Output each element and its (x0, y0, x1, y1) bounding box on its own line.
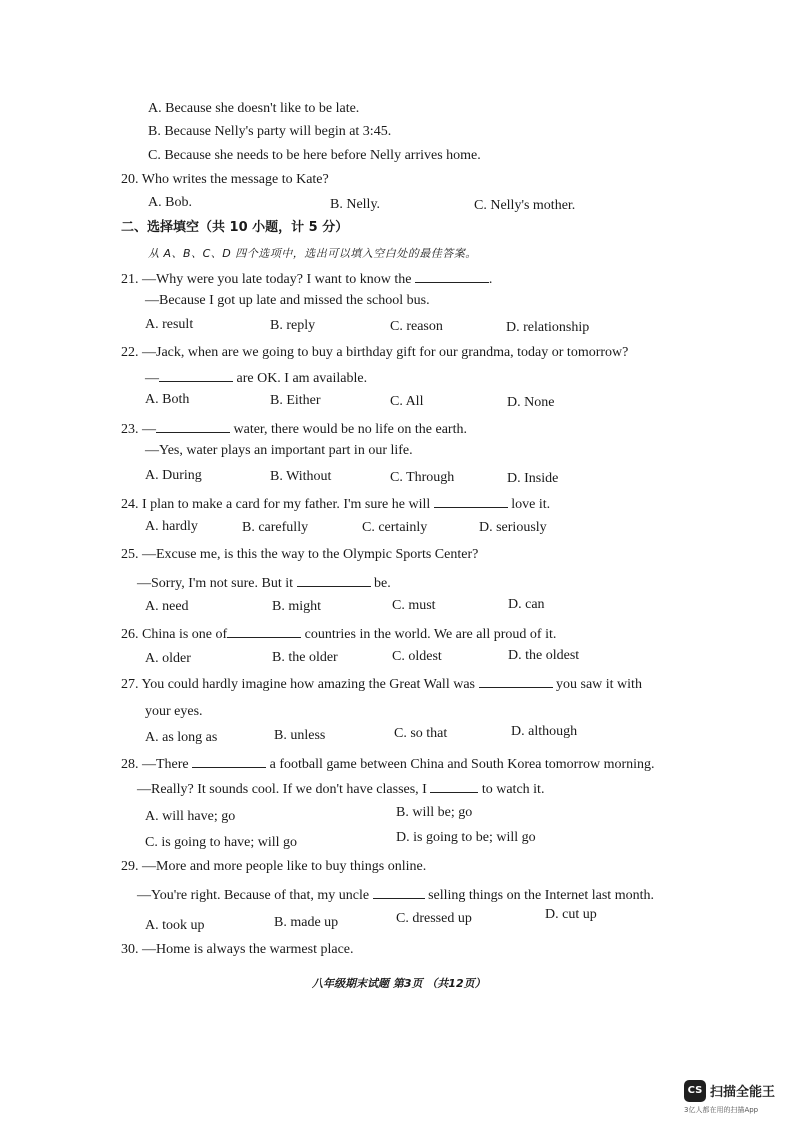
q29-text: —You're right. Because of that, my uncle (137, 888, 370, 903)
q25-blank[interactable] (297, 572, 371, 587)
q22-line-1: 22. —Jack, when are we going to buy a birthday gift for our grandma, today or tomorrow? (121, 345, 629, 360)
q29-line-2 (137, 884, 654, 905)
q29-option-c: C. dressed up (396, 911, 472, 926)
camscanner-logo-icon: CS (684, 1080, 706, 1102)
q21-line-2: —Because I got up late and missed the school bus. (145, 293, 430, 308)
q28-text-end: a football game between China and South Korea tomorrow morning. (269, 757, 655, 772)
q27-line-2: your eyes. (145, 704, 203, 719)
camscanner-name: 扫描全能王 (710, 1085, 776, 1100)
q28-line-1 (121, 753, 655, 774)
q21-option-c: C. reason (390, 319, 443, 334)
q27-option-d: D. although (511, 724, 578, 739)
q27-option-a: A. as long as (145, 730, 218, 745)
q28-option-d: D. is going to be; will go (396, 830, 536, 845)
q22-option-a: A. Both (145, 392, 190, 407)
q26-text-end: countries in the world. We are all proud of it. (304, 627, 557, 642)
q23-option-a: A. During (145, 468, 202, 483)
q30-line-1: 30. —Home is always the warmest place. (121, 942, 354, 957)
q26-text: 26. China is one of (121, 627, 228, 642)
q23-option-c: C. Through (390, 470, 455, 485)
q24-option-b: B. carefully (242, 520, 309, 535)
q29-option-a: A. took up (145, 918, 205, 933)
q25-line-2 (137, 572, 391, 593)
q22-option-d: D. None (507, 395, 555, 410)
q25-option-b: B. might (272, 599, 322, 614)
q27-option-b: B. unless (274, 728, 326, 743)
q19-option-c: C. Because she needs to be here before Nelly arrives home. (148, 148, 481, 163)
q23-line-1 (121, 418, 467, 439)
q22-text: are OK. I am available. (236, 371, 368, 386)
q22-option-c: C. All (390, 394, 424, 409)
q27-option-c: C. so that (394, 726, 448, 741)
q26-option-a: A. older (145, 651, 191, 666)
q22-line-2 (145, 367, 367, 388)
q25-option-d: D. can (508, 597, 545, 612)
section-2-instruction: 从 A、B、C、D 四个选项中，选出可以填入空白处的最佳答案。 (148, 247, 477, 260)
q28-option-a: A. will have; go (145, 809, 236, 824)
q19-option-a: A. Because she doesn't like to be late. (148, 101, 360, 116)
q28-blank-2[interactable] (430, 778, 478, 793)
q27-blank[interactable] (479, 673, 553, 688)
q21-option-d: D. relationship (506, 320, 590, 335)
q25-text: —Sorry, I'm not sure. But it (137, 576, 293, 591)
camscanner-watermark (684, 1080, 794, 1120)
section-2-title: 二、选择填空（共 10 小题，计 5 分） (121, 220, 349, 235)
q24-option-c: C. certainly (362, 520, 428, 535)
q24-text: 24. I plan to make a card for my father. I'm sure he will (121, 497, 431, 512)
q24-option-d: D. seriously (479, 520, 547, 535)
q26-blank[interactable] (227, 623, 301, 638)
q25-option-c: C. must (392, 598, 436, 613)
q21-line-1 (121, 268, 492, 289)
q23-blank[interactable] (156, 418, 230, 433)
q29-text-end: selling things on the Internet last month. (428, 888, 654, 903)
q28-line-2 (137, 778, 544, 799)
q23-line-2: —Yes, water plays an important part in our life. (145, 443, 413, 458)
q22-dash: — (145, 371, 159, 386)
q27-text-end: you saw it with (556, 677, 642, 692)
q29-option-b: B. made up (274, 915, 339, 930)
q28-text: 28. —There (121, 757, 189, 772)
q21-option-b: B. reply (270, 318, 316, 333)
q22-option-b: B. Either (270, 393, 321, 408)
q26-option-d: D. the oldest (508, 648, 580, 663)
q21-blank[interactable] (415, 268, 489, 283)
q28-blank-1[interactable] (192, 753, 266, 768)
q23-option-b: B. Without (270, 469, 332, 484)
q28-text-2: —Really? It sounds cool. If we don't have classes, I (137, 782, 427, 797)
q20-option-c: C. Nelly's mother. (474, 198, 576, 213)
q23-option-d: D. Inside (507, 471, 559, 486)
q20-stem: 20. Who writes the message to Kate? (121, 172, 329, 187)
q29-blank[interactable] (373, 884, 425, 899)
q25-text-end: be. (374, 576, 391, 591)
q23-text: water, there would be no life on the earth. (233, 422, 467, 437)
q21-option-a: A. result (145, 317, 194, 332)
page-footer: 八年级期末试题 第3页 （共12页） (312, 977, 486, 990)
q24-option-a: A. hardly (145, 519, 198, 534)
q24-blank[interactable] (434, 493, 508, 508)
q26-line-1 (121, 623, 556, 644)
q21-text-end: . (488, 272, 493, 287)
q21-text: 21. —Why were you late today? I want to know the (121, 272, 412, 287)
q29-option-d: D. cut up (545, 907, 597, 922)
q22-blank[interactable] (159, 367, 233, 382)
q28-option-c: C. is going to have; will go (145, 835, 298, 850)
q19-option-b: B. Because Nelly's party will begin at 3:45. (148, 124, 392, 139)
q23-prefix: 23. — (121, 422, 156, 437)
q27-line-1 (121, 673, 642, 694)
q25-line-1: 25. —Excuse me, is this the way to the Olympic Sports Center? (121, 547, 479, 562)
q28-text-2-end: to watch it. (481, 782, 545, 797)
q27-text: 27. You could hardly imagine how amazing the Great Wall was (121, 677, 475, 692)
q24-text-end: love it. (511, 497, 551, 512)
camscanner-tagline: 3亿人都在用的扫描App (684, 1106, 759, 1114)
q20-option-b: B. Nelly. (330, 197, 381, 212)
q29-line-1: 29. —More and more people like to buy things online. (121, 859, 427, 874)
q24-line-1 (121, 493, 550, 514)
q28-option-b: B. will be; go (396, 805, 473, 820)
q25-option-a: A. need (145, 599, 189, 614)
q20-option-a: A. Bob. (148, 195, 192, 210)
q26-option-b: B. the older (272, 650, 338, 665)
q26-option-c: C. oldest (392, 649, 442, 664)
